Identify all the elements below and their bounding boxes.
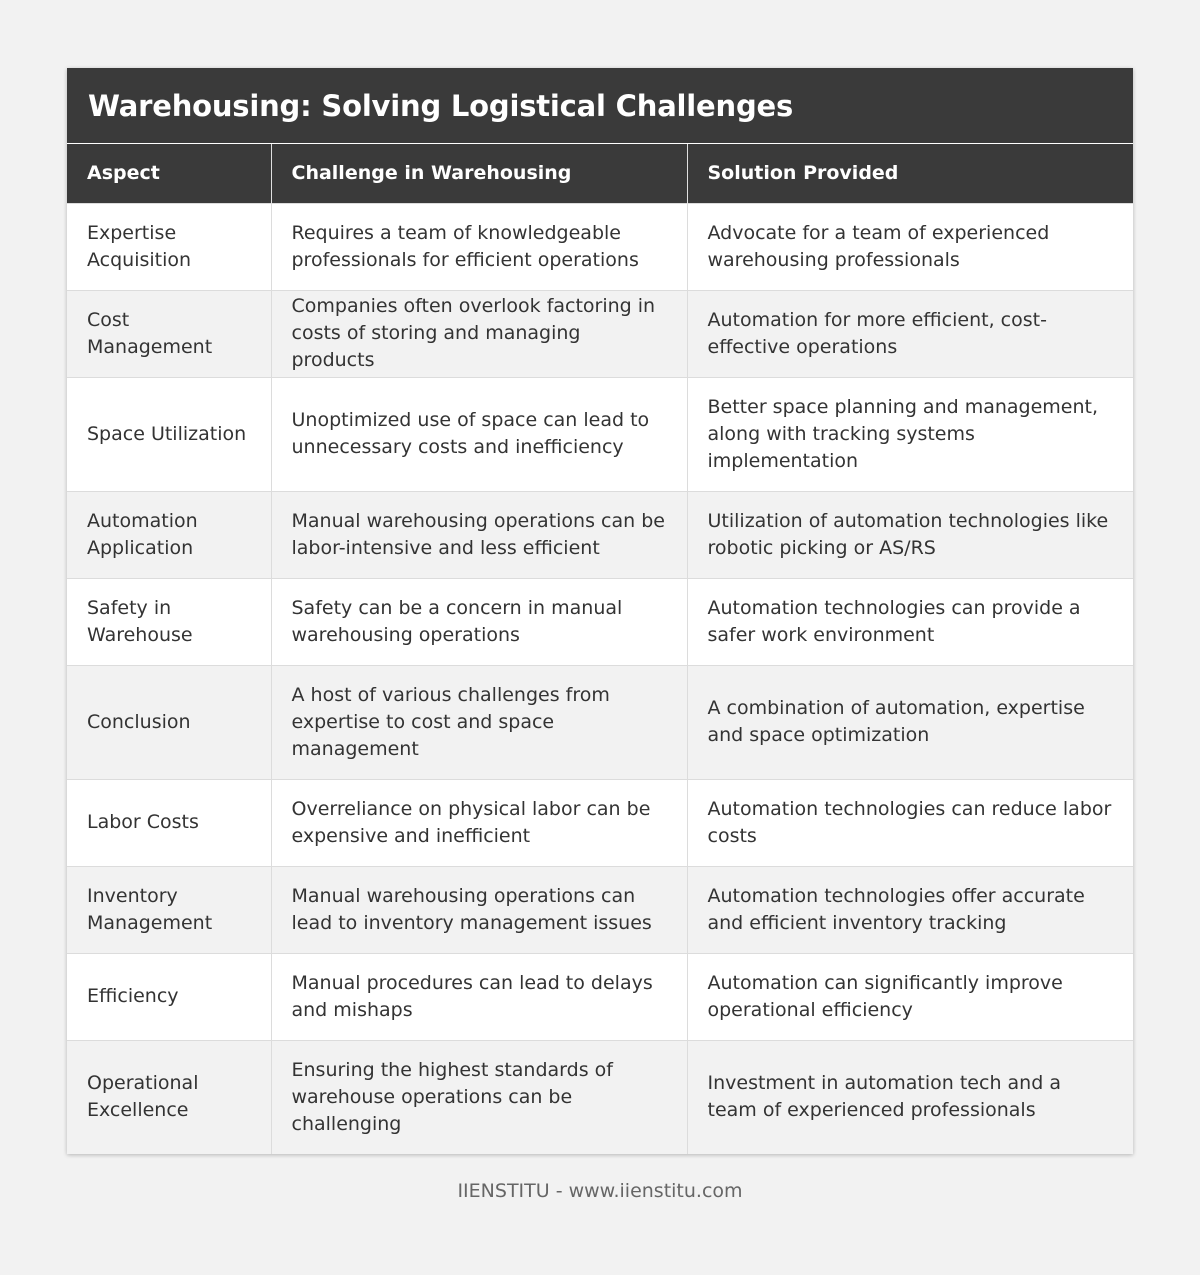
table-row [67, 290, 1133, 377]
table-row [67, 203, 1133, 290]
table-row [67, 866, 1133, 953]
solution-cell: Automation technologies can provide a safer work environment [687, 578, 1133, 665]
solution-cell: Automation can significantly improve operational efficiency [687, 953, 1133, 1040]
table-row [67, 578, 1133, 665]
solution-cell: Automation for more efficient, cost-effective operations [687, 290, 1133, 377]
aspect-cell: Conclusion [67, 665, 271, 779]
solution-cell: A combination of automation, expertise and space optimization [687, 665, 1133, 779]
table-row [67, 779, 1133, 866]
column-header-challenge: Challenge in Warehousing [271, 144, 687, 203]
title-bar [67, 68, 1133, 144]
aspect-cell: Efficiency [67, 953, 271, 1040]
solution-cell: Advocate for a team of experienced warehousing professionals [687, 203, 1133, 290]
challenge-cell: Unoptimized use of space can lead to unnecessary costs and inefficiency [271, 377, 687, 491]
challenge-cell: Manual warehousing operations can lead to inventory management issues [271, 866, 687, 953]
solution-cell: Utilization of automation technologies like robotic picking or AS/RS [687, 491, 1133, 578]
aspect-cell: Safety in Warehouse [67, 578, 271, 665]
aspect-cell: Cost Management [67, 290, 271, 377]
challenge-cell: A host of various challenges from expertise to cost and space management [271, 665, 687, 779]
solution-cell: Automation technologies offer accurate and efficient inventory tracking [687, 866, 1133, 953]
table-header [67, 144, 1133, 203]
solution-cell: Better space planning and management, along with tracking systems implementation [687, 377, 1133, 491]
table-card [67, 68, 1133, 1154]
aspect-cell: Expertise Acquisition [67, 203, 271, 290]
table-row [67, 665, 1133, 779]
challenge-cell: Ensuring the highest standards of warehouse operations can be challenging [271, 1040, 687, 1154]
aspect-cell: Inventory Management [67, 866, 271, 953]
challenge-cell: Overreliance on physical labor can be expensive and inefficient [271, 779, 687, 866]
aspect-cell: Labor Costs [67, 779, 271, 866]
column-header-solution: Solution Provided [687, 144, 1133, 203]
aspect-cell: Operational Excellence [67, 1040, 271, 1154]
challenge-cell: Manual warehousing operations can be labor-intensive and less efficient [271, 491, 687, 578]
table-row [67, 1040, 1133, 1154]
table-row [67, 377, 1133, 491]
table-row [67, 491, 1133, 578]
header-row [67, 144, 1133, 203]
table-body [67, 203, 1133, 1154]
table-row [67, 953, 1133, 1040]
challenge-cell: Companies often overlook factoring in costs of storing and managing products [271, 290, 687, 377]
page-title: Warehousing: Solving Logistical Challenges [88, 88, 794, 123]
challenge-cell: Requires a team of knowledgeable professionals for efficient operations [271, 203, 687, 290]
footer-credit: IIENSTITU - www.iienstitu.com [457, 1180, 743, 1202]
challenge-cell: Manual procedures can lead to delays and mishaps [271, 953, 687, 1040]
solution-cell: Automation technologies can reduce labor costs [687, 779, 1133, 866]
column-header-aspect: Aspect [67, 144, 271, 203]
challenge-cell: Safety can be a concern in manual warehousing operations [271, 578, 687, 665]
data-table [67, 144, 1133, 1154]
aspect-cell: Space Utilization [67, 377, 271, 491]
solution-cell: Investment in automation tech and a team of experienced professionals [687, 1040, 1133, 1154]
aspect-cell: Automation Application [67, 491, 271, 578]
